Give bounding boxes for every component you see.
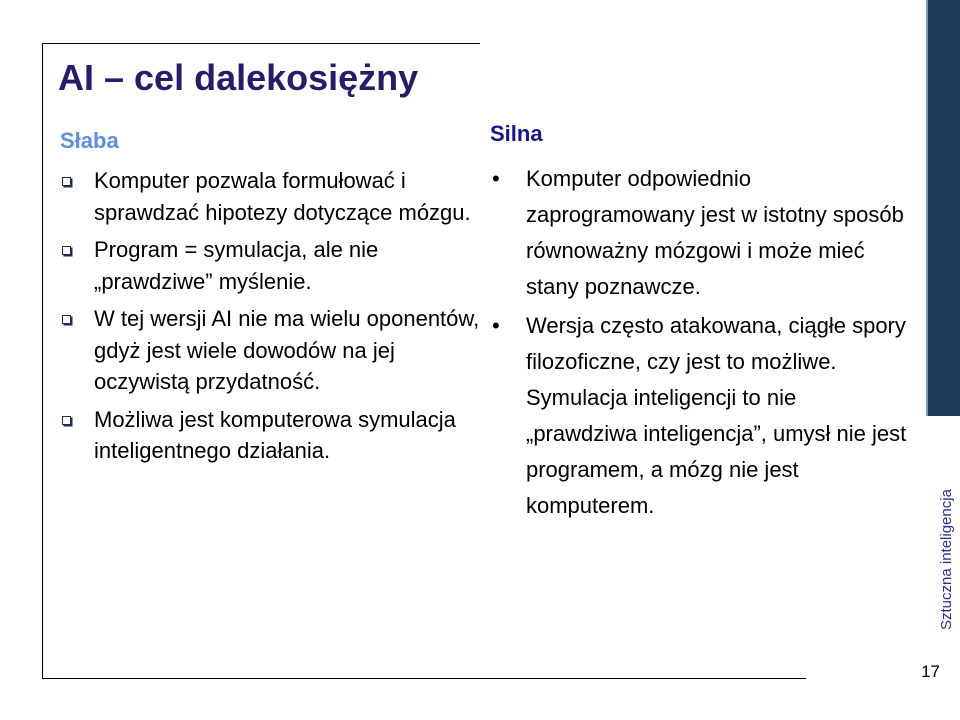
square-bullet-icon: [62, 246, 71, 255]
list-item: [60, 234, 480, 297]
strong-ai-heading: Silna: [490, 121, 543, 146]
list-item: [60, 303, 480, 398]
list-item-text: W tej wersji AI nie ma wielu oponentów, gdyż jest wiele dowodów na jej oczywistą przydatność.: [94, 306, 480, 394]
strong-ai-list: [490, 161, 910, 524]
dot-bullet-icon: •: [492, 166, 500, 191]
strong-ai-column: [490, 119, 910, 527]
frame-bottom-line: [42, 678, 806, 679]
page-number: 17: [921, 662, 940, 681]
list-item: [60, 404, 480, 467]
list-item-text: Komputer pozwala formułować i sprawdzać hipotezy dotyczące mózgu.: [94, 168, 471, 225]
slide-title: AI – cel dalekosiężny: [58, 57, 419, 98]
weak-ai-list: [60, 165, 480, 467]
side-bar: [926, 0, 960, 416]
list-item-text: Możliwa jest komputerowa symulacja inteligentnego działania.: [94, 406, 456, 463]
frame-left-line: [42, 43, 43, 678]
list-item: [490, 308, 910, 524]
square-bullet-icon: [62, 177, 71, 186]
square-bullet-icon: [62, 315, 71, 324]
list-item: [60, 165, 480, 228]
weak-ai-heading: Słaba: [60, 128, 119, 153]
frame-top-line: [42, 43, 480, 44]
weak-ai-column: [60, 126, 480, 473]
side-label: Sztuczna inteligencja: [938, 489, 955, 630]
list-item: [490, 161, 910, 305]
list-item-text: Wersja często atakowana, ciągłe spory filozoficzne, czy jest to możliwe. Symulacja inteligencji to nie „prawdziwa inteligencja”, umysł nie jest programem, a mózg nie jest komputerem.: [526, 313, 907, 518]
square-bullet-icon: [62, 416, 71, 425]
list-item-text: Komputer odpowiednio zaprogramowany jest w istotny sposób równoważny mózgowi i może mieć stany poznawcze.: [526, 166, 904, 299]
dot-bullet-icon: •: [492, 313, 500, 338]
list-item-text: Program = symulacja, ale nie „prawdziwe” myślenie.: [94, 237, 379, 294]
